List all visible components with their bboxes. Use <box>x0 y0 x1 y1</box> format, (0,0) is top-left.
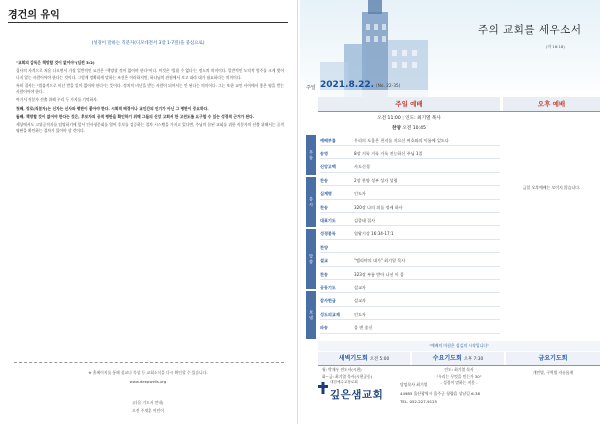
church-phone[interactable]: TEL. 052-227-9125 <box>400 399 438 404</box>
worship-row <box>320 257 500 267</box>
morning-service-heading: 주일 예배 <box>318 97 500 111</box>
worship-row-label: 송영 <box>320 150 328 156</box>
worship-row-value: 인도자 <box>354 311 366 317</box>
worship-row-label: 찬송 <box>320 177 328 183</box>
section-tab-call: 부름 <box>306 135 316 175</box>
dawn-prayer-heading: 새벽기도회 오전 5:00 <box>318 352 410 365</box>
worship-row-value: 설교자 <box>354 298 366 304</box>
worship-row <box>320 190 500 200</box>
worship-row-label: 감사헌금 <box>320 298 336 304</box>
paragraph-3: 특히 집사는 "법률적으로 비난 받을 일이 없어야 한다"는 뜻이다. 정치적 비난을 받는 사람이 되어서는 안 된다는 의미이다. 그는 또한 교인 사이에서 좋은 평을 받는 사람이어야 한다. <box>16 83 284 95</box>
title-divider <box>8 22 288 23</box>
column-title: 경건의 유익 <box>8 10 60 21</box>
bulletin-date: 2021.8.22. <box>320 80 375 90</box>
worship-row-value: 설교자 <box>354 284 366 290</box>
worship-row-value: 우리의 도움은 천지를 지으신 여호와의 이름에 있도다 <box>354 137 449 143</box>
worship-row <box>320 203 500 213</box>
worship-row-value: 인도자 <box>354 191 366 197</box>
worship-row-value: 323장 부름 받아 나선 이 몸 <box>354 271 404 277</box>
morning-service-time: 오전 11:00 | 인도: 최기열 목사 <box>377 116 441 121</box>
worship-row-label: 찬송 <box>320 204 328 210</box>
worship-row <box>320 283 500 293</box>
worship-row-label: 찬양 <box>320 244 328 250</box>
worship-row-value: 열왕기상 16:34-17:1 <box>354 231 394 237</box>
source-line-1: (다음 기도서 안내) <box>132 400 164 405</box>
worship-row <box>320 324 500 334</box>
column-subtitle: (성경이 말하는 직분자(디모데전서 3장 1-7절)을 중심으로) <box>91 41 205 46</box>
worship-row-label: 신앙고백 <box>320 164 336 170</box>
friday-prayer-details: 개인별, 구역별 자유롭게 <box>532 370 574 375</box>
worship-row <box>320 270 500 280</box>
source-line-2: 오전 주재훈 어린이 <box>132 408 164 413</box>
column-body <box>16 60 284 137</box>
service-header-line <box>318 111 600 112</box>
worship-row <box>320 297 500 307</box>
paragraph-7: 세상에서도 고위공직자를 임명하기에 앞서 인사청문회를 열어 후보를 검증하는 절차 시스템을 가지고 있다면, 주님의 몸된 교회를 위한 직분자의 선출 위해서는 공적 평판을 확인하는 절차가 있어야 할 것이다. <box>16 123 284 134</box>
church-contact <box>400 381 480 407</box>
date-label: 주일 <box>306 85 316 91</box>
worship-row-label: 대표기도 <box>320 217 336 223</box>
worship-row <box>320 163 500 173</box>
worship-row-value: 320장 나의 죄를 정케 하사 <box>354 204 403 210</box>
pastor-name: 담임목사 최기열 <box>400 382 428 387</box>
dawn-prayer-details: 월: 박재우 전도사(시편) 화~금: 최기열 목사(시편공동) <box>322 367 373 379</box>
worship-row <box>320 216 500 226</box>
worship-row-value: 김종태 집사 <box>354 217 376 223</box>
worship-row-label: 십계명 <box>320 191 332 197</box>
church-name: 깊은샘교회 <box>330 389 384 401</box>
paragraph-2: 집사의 자격으로 처음 나오면서 가장 일반적인 요건은 "책망할 것이 없어야 한다"이다. 이것은 '빌릴 수 없다'는 정도의 의미이다. 일반적인 도덕적 범주를 크게 벗어나지 않는 사람이어야 한다는 것이다. 그렇게 정확하게 말하는 조건은 이러하지만, 하나님의 관점에서 보고 따라 대가 필요하다는 의미이다. <box>16 69 284 80</box>
worship-row-label: 설교 <box>320 258 328 264</box>
worship-row <box>320 149 500 159</box>
section-tab-service: 봉사 <box>306 177 316 227</box>
worship-row-value: 2장 찬양 성부 성자 성령 <box>354 177 398 183</box>
paragraph-1: "교회의 감독은 책망할 것이 없어야"(딤전 3:2) <box>16 61 95 65</box>
worship-row <box>320 243 500 253</box>
prayer-header-line <box>318 365 600 366</box>
worship-row-label: 성경봉독 <box>320 231 336 237</box>
paragraph-6: 둘째, 책망할 것이 없어야 한다는 것은, 후보자의 공적 평판을 확인하기 위해 그들의 신앙 고회서 한 고린도를 요구할 수 있는 성경적 근거가 된다. <box>16 114 255 119</box>
church-address: 44985 울산광역시 울주군 청량읍 상남길 6-38 <box>400 390 481 396</box>
afternoon-notice: 금일 오후예배는 모이지 않습니다. <box>522 185 581 190</box>
left-page <box>0 0 296 424</box>
worship-row <box>320 310 500 320</box>
worship-row-label: 예배부름 <box>320 137 336 143</box>
wednesday-prayer-heading: 수요기도회 오후 7:30 <box>412 352 504 365</box>
denomination: 대한예수교장로회 <box>330 380 358 384</box>
wednesday-prayer-details: 인도: 최기열 목사 "우리는 무엇을 믿는가 30" - 성경이 말하는 직분 - <box>436 367 482 385</box>
afternoon-service-heading: 오후 예배 <box>503 97 600 111</box>
worship-row-label: 성도의교제 <box>320 311 340 317</box>
worship-row <box>320 230 500 240</box>
worship-row-label: 찬송 <box>320 271 328 277</box>
issue-number: (No. 22-35) <box>376 84 401 89</box>
worship-row-value: 사도신경 <box>354 164 370 170</box>
closing-banner: "예배의 마침은 섬김의 시작입니다" <box>318 341 600 351</box>
worship-row-label: 파송 <box>320 325 328 331</box>
paragraph-5: 첫째, 장로(직분자)는 신자는 신사와 평판이 좋아야 한다. 시회적 배경이나 교인간의 인기가 아닌 그 평판이 중요하다. <box>16 106 209 111</box>
homepage-note: ※ 홈페이지를 통해 설교나 묵상 등 교회소식을 다시 확인할 수 있습니다. <box>88 370 208 375</box>
worship-row-value: 울 앤 송신 <box>354 325 373 331</box>
worship-row-value: "엘리야의 대가" 최기열 목사 <box>354 258 406 264</box>
footer-divider <box>14 362 284 363</box>
church-logo-icon <box>318 382 328 394</box>
worship-row-value: 8장 거룩 거룩 거룩 전능하신 주님 1절 <box>354 150 423 156</box>
section-tab-sending: 보냄 <box>306 291 316 339</box>
slogan: 주의 교회를 세우소서 <box>478 24 582 36</box>
homepage-url[interactable]: www.deepwells.org <box>129 379 167 384</box>
worship-row <box>320 176 500 186</box>
praise-time: 찬양 오전 10:45 <box>392 126 426 131</box>
page-divider <box>297 0 298 424</box>
worship-row-label: 공동기도 <box>320 284 336 290</box>
friday-prayer-heading: 금요기도회 <box>506 352 600 365</box>
slogan-verse: (마 16:18) <box>546 44 565 49</box>
worship-row <box>320 136 500 146</box>
paragraph-4: 여기서 직분자 선출 위해 우리 두 가지를 기억하자. <box>16 98 98 103</box>
section-tab-word: 말씀 <box>306 229 316 289</box>
